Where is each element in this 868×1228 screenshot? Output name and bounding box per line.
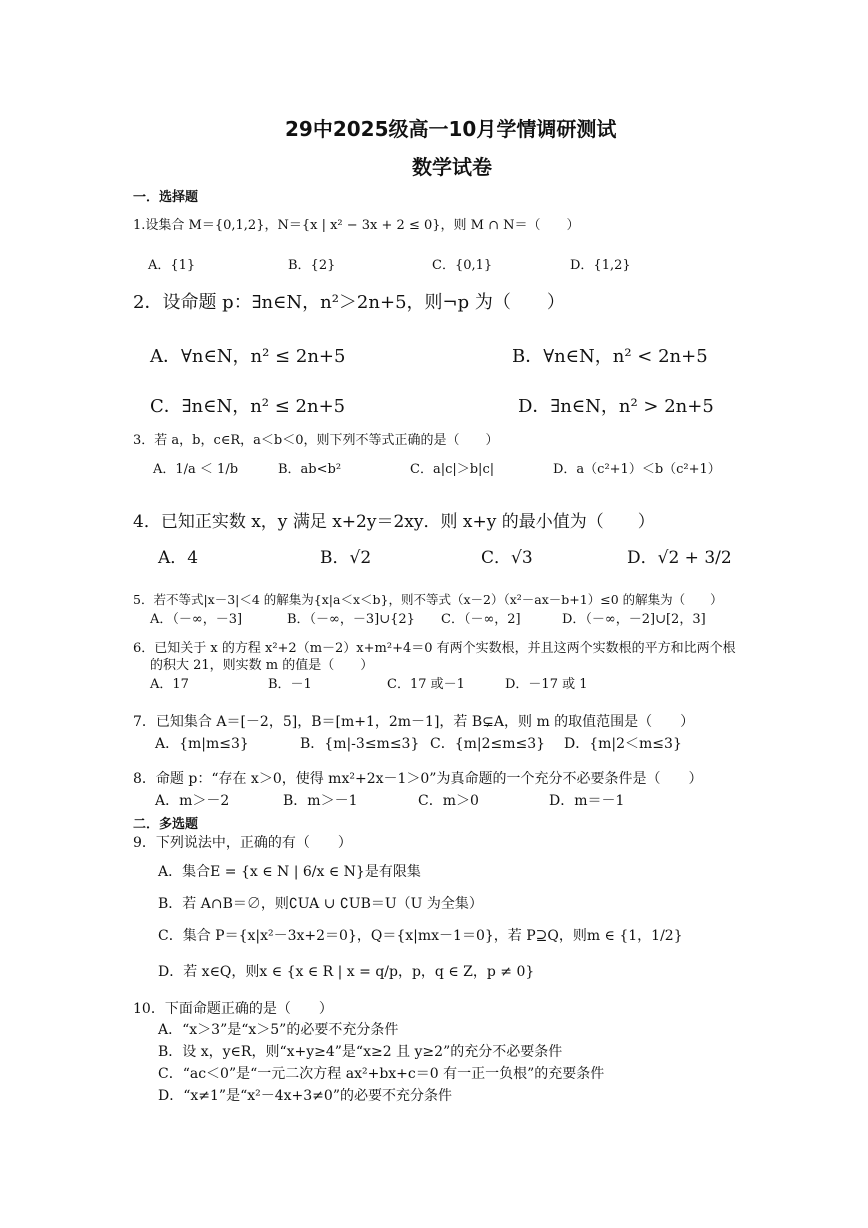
question-stem-continued: 的积大 21，则实数 m 的值是（ ） <box>150 658 374 673</box>
page-subtitle: 数学试卷 <box>412 155 492 179</box>
question-stem: 10．下面命题正确的是（ ） <box>133 1001 333 1017</box>
option-c: C．√3 <box>481 548 533 568</box>
option-a: A．集合E = {x ∈ N | 6/x ∈ N}是有限集 <box>158 864 421 880</box>
option-a: A．{m|m≤3} <box>155 736 249 752</box>
option-d: D．√2 + 3/2 <box>627 548 732 568</box>
option-c: C．∃n∈N，n² ≤ 2n+5 <box>150 396 346 417</box>
option-b: B．m＞－1 <box>283 793 358 809</box>
question-stem: 6．已知关于 x 的方程 x²+2（m－2）x+m²+4＝0 有两个实数根，并且这两个实数根的平方和比两个根 <box>133 641 736 656</box>
question-stem: 2．设命题 p：∃n∈N，n²＞2n+5，则¬p 为（ ） <box>133 292 565 313</box>
page-title: 29中2025级高一10月学情调研测试 <box>285 117 617 141</box>
option-d: D．{m|2＜m≤3} <box>564 736 682 752</box>
option-b: B．{2} <box>288 258 336 273</box>
option-a: A．{1} <box>148 258 196 273</box>
question-stem: 5．若不等式|x－3|＜4 的解集为{x|a＜x＜b}，则不等式（x－2）（x²－ax－b+1）≤0 的解集为（ ） <box>133 592 723 607</box>
question-stem: 4．已知正实数 x，y 满足 x+2y＝2xy．则 x+y 的最小值为（ ） <box>133 512 655 532</box>
option-c: C．a|c|＞b|c| <box>410 462 495 477</box>
section-heading-multi: 二．多选题 <box>133 817 199 832</box>
question-stem: 7．已知集合 A＝[－2，5]，B＝[m+1，2m－1]，若 B⊊A，则 m 的取值范围是（ ） <box>133 714 695 730</box>
option-d: D．若 x∈Q，则x ∈ {x ∈ R | x = q/p，p，q ∈ Z，p ≠ 0} <box>158 964 535 980</box>
option-b: B．若 A∩B＝∅，则∁UA ∪ ∁UB＝U（U 为全集） <box>158 896 483 912</box>
option-c: C．集合 P＝{x|x²－3x+2＝0}，Q＝{x|mx－1＝0}，若 P⊇Q，则m ∈ {1，1/2} <box>158 928 683 944</box>
option-b: B．√2 <box>320 548 372 568</box>
option-d: D．（－∞，－2]∪[2，3] <box>562 612 706 627</box>
question-stem: 9．下列说法中，正确的有（ ） <box>133 835 352 851</box>
question-stem: 3．若 a，b，c∈R，a＜b＜0，则下列不等式正确的是（ ） <box>133 433 499 448</box>
option-b: B．（－∞，－3]∪{2} <box>287 612 415 627</box>
section-heading-choice: 一．选择题 <box>133 190 199 205</box>
option-d: D．m＝－1 <box>549 793 625 809</box>
option-a: A．m＞－2 <box>155 793 230 809</box>
option-c: C．{0,1} <box>432 258 493 273</box>
option-a: A．（－∞，－3] <box>150 612 243 627</box>
option-b: B．∀n∈N，n² < 2n+5 <box>512 346 708 367</box>
option-d: D．{1,2} <box>570 258 631 273</box>
option-a: A．“x＞3”是“x＞5”的必要不充分条件 <box>158 1022 399 1038</box>
option-a: A．∀n∈N，n² ≤ 2n+5 <box>150 346 346 367</box>
option-a: A．4 <box>158 548 199 568</box>
option-d: D．－17 或 1 <box>505 677 588 692</box>
option-c: C．“ac＜0”是“一元二次方程 ax²+bx+c＝0 有一正一负根”的充要条件 <box>158 1066 605 1082</box>
option-b: B．设 x，y∈R，则“x+y≥4”是“x≥2 且 y≥2”的充分不必要条件 <box>158 1044 563 1060</box>
option-d: D．a（c²+1）＜b（c²+1） <box>553 462 721 477</box>
option-c: C．m＞0 <box>418 793 479 809</box>
option-c: C．17 或－1 <box>387 677 465 692</box>
question-stem: 1.设集合 M＝{0,1,2}，N＝{x | x² − 3x + 2 ≤ 0}，则 M ∩ N＝（ ） <box>133 218 580 233</box>
option-b: B．ab<b² <box>278 462 342 477</box>
option-d: D．∃n∈N，n² > 2n+5 <box>518 396 714 417</box>
option-b: B．{m|-3≤m≤3} <box>300 736 420 752</box>
option-b: B．－1 <box>268 677 312 692</box>
option-c: C．{m|2≤m≤3} <box>430 736 546 752</box>
option-a: A．17 <box>150 677 189 692</box>
option-a: A．1/a ＜ 1/b <box>153 462 239 477</box>
option-c: C．（－∞，2] <box>441 612 521 627</box>
option-d: D．“x≠1”是“x²－4x+3≠0”的必要不充分条件 <box>158 1088 452 1104</box>
question-stem: 8．命题 p：“存在 x＞0，使得 mx²+2x－1＞0”为真命题的一个充分不必要条件是（ ） <box>133 771 703 787</box>
